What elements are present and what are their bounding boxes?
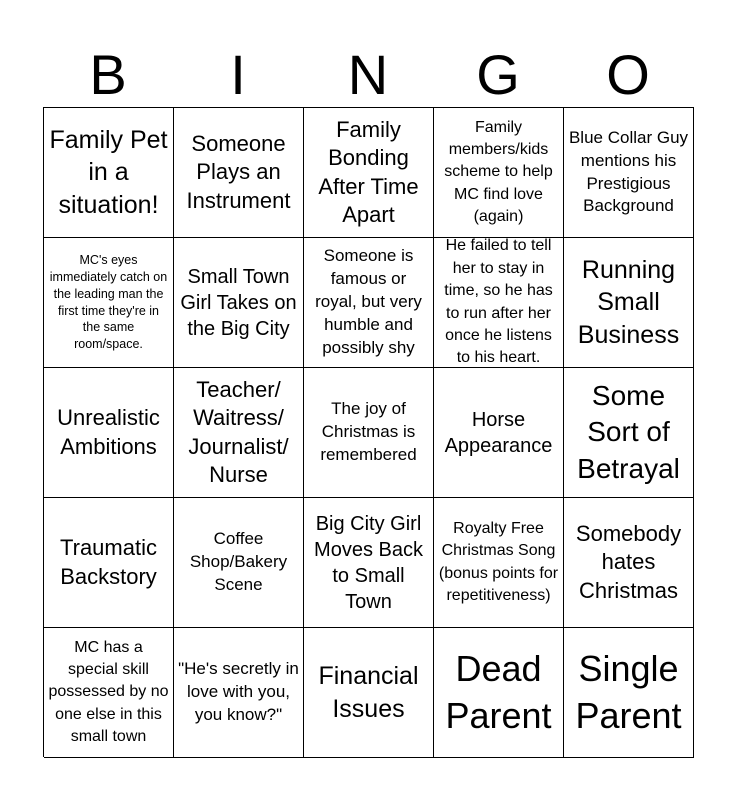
cell-text: Small Town Girl Takes on the Big City [180, 265, 297, 340]
bingo-cell[interactable] [304, 498, 434, 628]
bingo-board [43, 107, 694, 757]
cell-text: Running Small Business [577, 255, 680, 349]
cell-text: MC's eyes immediately catch on the leading man the first time they're in the same room/space. [49, 252, 168, 352]
cell-text: Family Pet in a situation! [49, 125, 168, 219]
cell-text: Family members/kids scheme to help MC find love (again) [444, 118, 553, 226]
cell-text: Financial Issues [318, 662, 419, 723]
bingo-cell[interactable] [564, 108, 694, 238]
cell-text: "He's secretly in love with you, you know?" [178, 659, 299, 724]
bingo-cell[interactable] [44, 108, 174, 238]
cell-text: Royalty Free Christmas Song (bonus points for repetitiveness) [438, 519, 559, 604]
bingo-cell[interactable] [304, 108, 434, 238]
bingo-cell[interactable] [304, 628, 434, 758]
bingo-cell[interactable] [304, 238, 434, 368]
bingo-cell[interactable] [434, 238, 564, 368]
bingo-cell[interactable] [434, 108, 564, 238]
bingo-cell[interactable] [304, 368, 434, 498]
bingo-header [43, 44, 693, 106]
bingo-cell[interactable] [434, 368, 564, 498]
cell-text: Unrealistic Ambitions [57, 405, 160, 459]
bingo-cell[interactable] [174, 628, 304, 758]
cell-text: Horse Appearance [444, 408, 553, 457]
cell-text: Some Sort of Betrayal [577, 379, 680, 484]
header-letter-b: B [89, 43, 127, 106]
cell-text: Someone Plays an Instrument [186, 131, 291, 213]
cell-text: Family Bonding After Time Apart [318, 117, 419, 227]
header-letter-n: N [347, 43, 389, 106]
bingo-cell[interactable] [174, 108, 304, 238]
bingo-cell[interactable] [564, 368, 694, 498]
bingo-cell[interactable] [174, 368, 304, 498]
cell-text: The joy of Christmas is remembered [320, 399, 417, 464]
cell-text: Single Parent [575, 648, 682, 736]
cell-text: Somebody hates Christmas [575, 521, 682, 603]
bingo-cell[interactable] [564, 238, 694, 368]
bingo-cell[interactable] [434, 628, 564, 758]
cell-text: Big City Girl Moves Back to Small Town [314, 512, 423, 613]
bingo-cell[interactable] [564, 628, 694, 758]
bingo-cell[interactable] [44, 628, 174, 758]
bingo-cell[interactable] [564, 498, 694, 628]
cell-text: Dead Parent [445, 648, 552, 736]
bingo-cell[interactable] [44, 368, 174, 498]
cell-text: Blue Collar Guy mentions his Prestigious Background [568, 127, 689, 216]
cell-text: Someone is famous or royal, but very humble and possibly shy [315, 246, 422, 357]
header-letter-i: I [230, 43, 246, 106]
cell-text: Coffee Shop/Bakery Scene [189, 529, 288, 594]
cell-text: Teacher/ Waitress/ Journalist/ Nurse [188, 377, 289, 487]
bingo-cell[interactable] [44, 238, 174, 368]
header-letter-o: O [606, 43, 650, 106]
cell-text: He failed to tell her to stay in time, so he has to run after her once he listens to his heart. [444, 238, 553, 367]
cell-text: Traumatic Backstory [60, 535, 157, 589]
cell-text: MC has a special skill possessed by no one else in this small town [48, 638, 169, 746]
bingo-cell[interactable] [434, 498, 564, 628]
bingo-cell[interactable] [174, 498, 304, 628]
bingo-cell[interactable] [44, 498, 174, 628]
bingo-cell[interactable] [174, 238, 304, 368]
header-letter-g: G [476, 43, 520, 106]
